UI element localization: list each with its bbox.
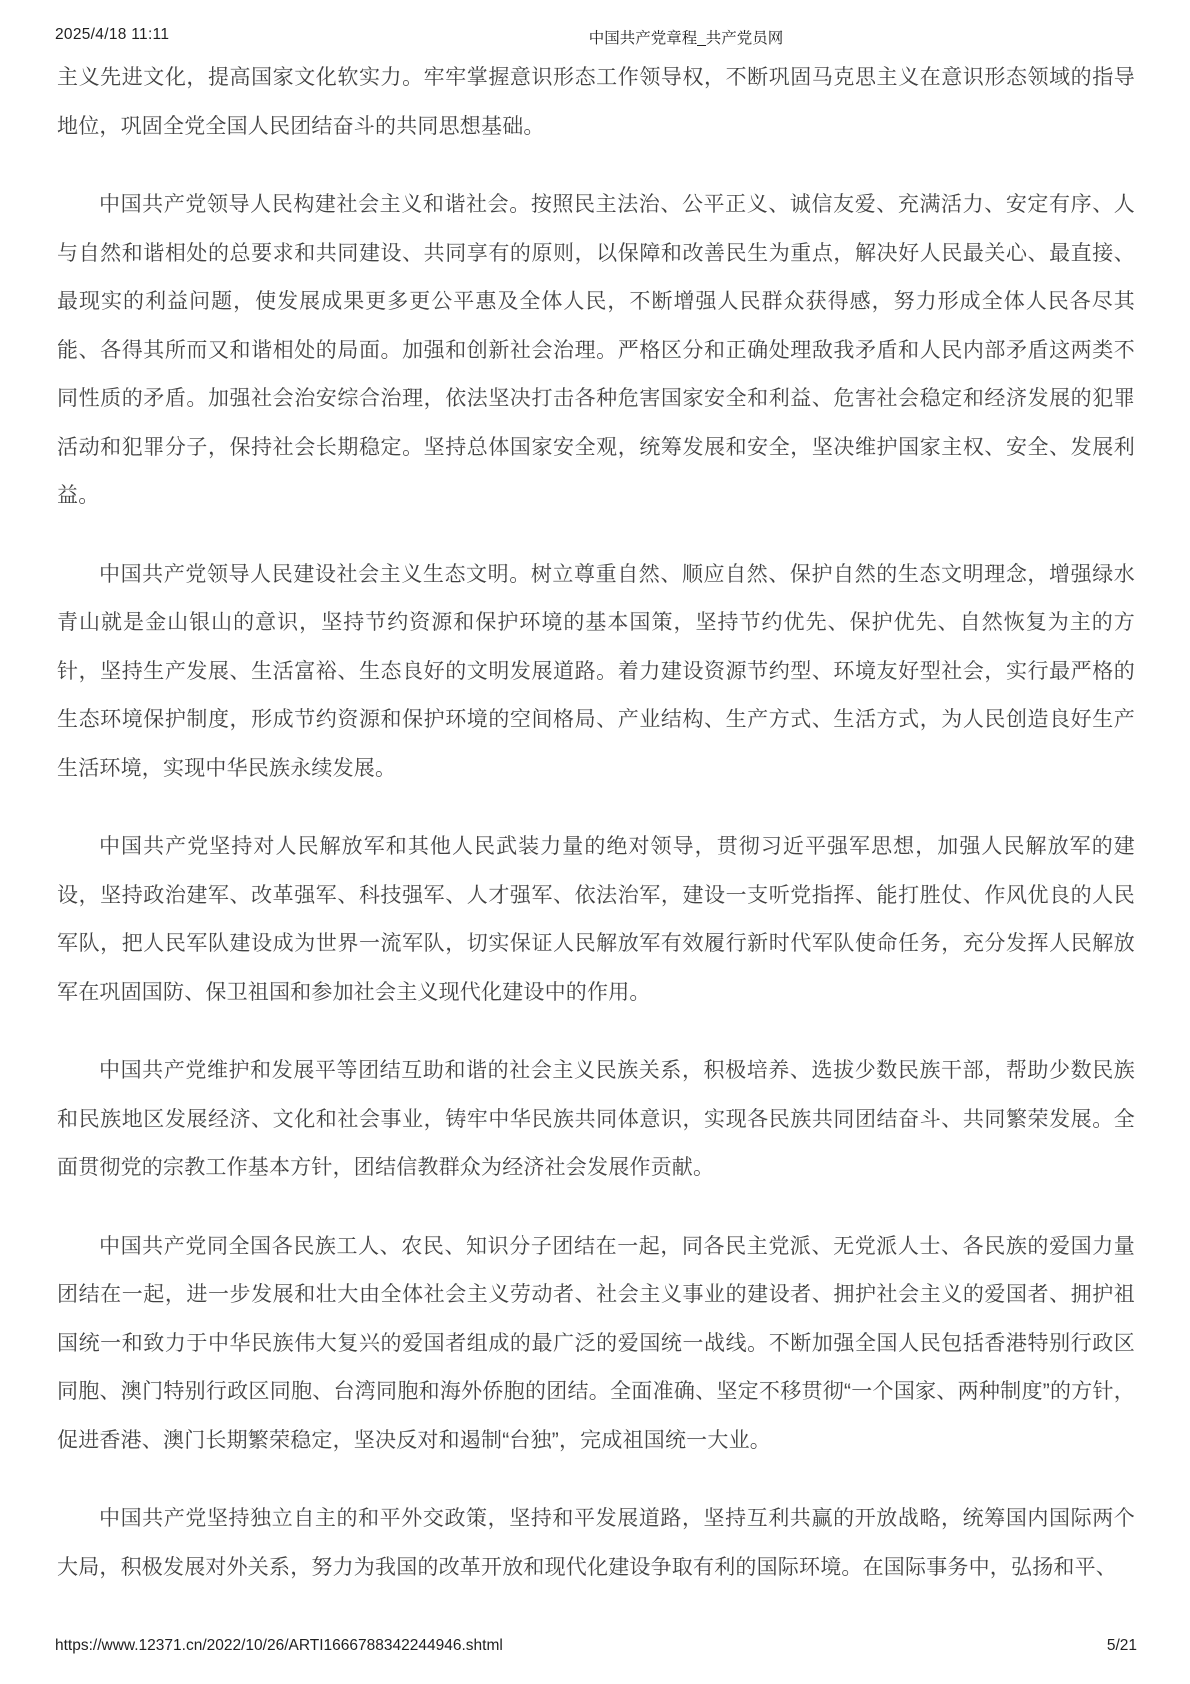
paragraph: 中国共产党维护和发展平等团结互助和谐的社会主义民族关系，积极培养、选拔少数民族干部，帮助少数民族和民族地区发展经济、文化和社会事业，铸牢中华民族共同体意识，实现各民族共同团结奋斗、共同繁荣发展。全面贯彻党的宗教工作基本方针，团结信教群众为经济社会发展作贡献。	[57, 1059, 1135, 1179]
print-header	[0, 26, 1190, 48]
paragraph: 中国共产党坚持对人民解放军和其他人民武装力量的绝对领导，贯彻习近平强军思想，加强人民解放军的建设，坚持政治建军、改革强军、科技强军、人才强军、依法治军，建设一支听党指挥、能打胜仗、作风优良的人民军队，把人民军队建设成为世界一流军队，切实保证人民解放军有效履行新时代军队使命任务，充分发挥人民解放军在巩固国防、保卫祖国和参加社会主义现代化建设中的作用。	[57, 835, 1135, 1004]
print-footer	[55, 1637, 1137, 1659]
paragraph: 中国共产党坚持独立自主的和平外交政策，坚持和平发展道路，坚持互利共赢的开放战略，统筹国内国际两个大局，积极发展对外关系，努力为我国的改革开放和现代化建设争取有利的国际环境。在国际事务中，弘扬和平、	[57, 1507, 1135, 1579]
page-number: 5/21	[1106, 1637, 1137, 1654]
paragraph: 中国共产党同全国各民族工人、农民、知识分子团结在一起，同各民主党派、无党派人士、各民族的爱国力量团结在一起，进一步发展和壮大由全体社会主义劳动者、社会主义事业的建设者、拥护社会主义的爱国者、拥护祖国统一和致力于中华民族伟大复兴的爱国者组成的最广泛的爱国统一战线。不断加强全国人民包括香港特别行政区同胞、澳门特别行政区同胞、台湾同胞和海外侨胞的团结。全面准确、坚定不移贯彻“一个国家、两种制度”的方针，促进香港、澳门长期繁荣稳定，坚决反对和遏制“台独”，完成祖国统一大业。	[57, 1234, 1135, 1452]
document-title: 中国共产党章程_共产党员网	[588, 30, 784, 47]
paragraph: 中国共产党领导人民建设社会主义生态文明。树立尊重自然、顺应自然、保护自然的生态文明理念，增强绿水青山就是金山银山的意识，坚持节约资源和保护环境的基本国策，坚持节约优先、保护优先、自然恢复为主的方针，坚持生产发展、生活富裕、生态良好的文明发展道路。着力建设资源节约型、环境友好型社会，实行最严格的生态环境保护制度，形成节约资源和保护环境的空间格局、产业结构、生产方式、生活方式，为人民创造良好生产生活环境，实现中华民族永续发展。	[57, 562, 1135, 780]
paragraph-continuation: 主义先进文化，提高国家文化软实力。牢牢掌握意识形态工作领导权，不断巩固马克思主义在意识形态领域的指导地位，巩固全党全国人民团结奋斗的共同思想基础。	[57, 66, 1135, 138]
paragraph: 中国共产党领导人民构建社会主义和谐社会。按照民主法治、公平正义、诚信友爱、充满活力、安定有序、人与自然和谐相处的总要求和共同建设、共同享有的原则，以保障和改善民生为重点，解决好人民最关心、最直接、最现实的利益问题，使发展成果更多更公平惠及全体人民，不断增强人民群众获得感，努力形成全体人民各尽其能、各得其所而又和谐相处的局面。加强和创新社会治理。严格区分和正确处理敌我矛盾和人民内部矛盾这两类不同性质的矛盾。加强社会治安综合治理，依法坚决打击各种危害国家安全和利益、危害社会稳定和经济发展的犯罪活动和犯罪分子，保持社会长期稳定。坚持总体国家安全观，统筹发展和安全，坚决维护国家主权、安全、发展利益。	[57, 193, 1135, 507]
source-url: https://www.12371.cn/2022/10/26/ARTI1666788342244946.shtml	[55, 1637, 503, 1654]
document-body	[57, 54, 1135, 1622]
print-datetime: 2025/4/18 11:11	[55, 26, 170, 43]
